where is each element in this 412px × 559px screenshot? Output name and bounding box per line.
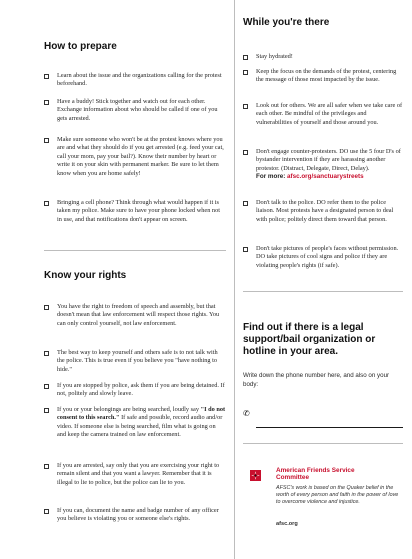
phone-number-line[interactable] <box>256 427 403 428</box>
list-item <box>44 72 226 89</box>
list-item-text: The best way to keep yourself and others safe is to not talk with the police. This is true even if you believe you "have nothing to hide." <box>57 349 218 373</box>
list-item-text: Don't take pictures of people's faces without permission. DO take pictures of cool signs and police if they are violating people's rights (if safe). <box>256 245 399 269</box>
checkbox[interactable] <box>44 305 49 310</box>
checkbox[interactable] <box>44 74 49 79</box>
legal-support-instructions: Write down the phone number here, and also on your body: <box>243 372 390 388</box>
list-item-text: Look out for others. We are all safer when we take care of each other. Be mindful of the privileges and vulnerabilities of yourself and those around you. <box>256 102 403 126</box>
list-item-text: You have the right to freedom of speech and assembly, but that doesn't mean that law enforcement will respect those rights. You can only control yourself, not law enforcement. <box>57 303 220 327</box>
list-item <box>44 98 226 123</box>
section-rule <box>243 291 403 292</box>
list-item-text: If you are arrested, say only that you are exercising your right to remain silent and that you want a lawyer. Remember that it is illegal to lie to police, but the police can lie to you. <box>57 462 220 486</box>
phone-icon: ✆ <box>243 409 250 418</box>
checkbox[interactable] <box>44 408 49 413</box>
quaker-star-icon <box>250 470 261 481</box>
afsc-description: AFSC's work is based on the Quaker belief in the worth of every person and faith in the power of love to overcome violence and injustice. <box>276 485 399 505</box>
list-item <box>243 102 403 127</box>
list-item-text: Learn about the issue and the organizations calling for the protest beforehand. <box>57 72 222 88</box>
list-item <box>44 382 226 399</box>
list-item <box>243 68 403 85</box>
sanctuary-streets-link[interactable]: afsc.org/sanctuarystreets <box>286 173 364 181</box>
list-item-text: Stay hydrated! <box>256 53 293 60</box>
how-to-prepare-heading: How to prepare <box>44 41 117 52</box>
checkbox[interactable] <box>243 247 248 252</box>
checkbox[interactable] <box>243 201 248 206</box>
no-consent-phrase: "I do not consent to this search." <box>57 406 226 422</box>
afsc-url[interactable]: afsc.org <box>276 521 298 527</box>
list-item <box>44 199 226 224</box>
checkbox[interactable] <box>44 384 49 389</box>
section-rule <box>44 250 226 251</box>
list-item <box>243 199 403 224</box>
for-more-label: For more: <box>256 173 286 181</box>
afsc-name: American Friends Service Committee <box>276 467 355 482</box>
checkbox[interactable] <box>44 509 49 514</box>
list-item <box>243 148 403 182</box>
while-youre-there-heading: While you're there <box>243 17 330 28</box>
list-item-text: If you are stopped by police, ask them if you are being detained. If not, politely and slowly leave. <box>57 382 225 398</box>
column-divider <box>234 0 235 559</box>
checkbox[interactable] <box>243 104 248 109</box>
quaker-star-logo <box>250 470 261 481</box>
checkbox[interactable] <box>44 138 49 143</box>
list-item <box>44 406 226 440</box>
list-item <box>44 462 226 487</box>
list-item-text: Don't engage counter-protesters. DO use the 5 four D's of bystander intervention if they are harassing another protestor. (Distract, Delegate, Direct, Delay). For more: afsc.org/sanctuarystreets <box>256 148 401 181</box>
list-item <box>44 349 226 374</box>
checkbox[interactable] <box>44 201 49 206</box>
list-item <box>44 303 226 328</box>
list-item <box>243 53 293 61</box>
list-item <box>44 136 226 178</box>
checkbox[interactable] <box>44 100 49 105</box>
list-item-text: Bringing a cell phone? Think through what would happen if it is taken my police. Make sure to have your phone locked when not in use, and that notifications don't appear on screen. <box>57 199 220 223</box>
list-item-text: Keep the focus on the demands of the protest, centering the message of those most impacted by the issue. <box>256 68 397 84</box>
list-item-text: Make sure someone who won't be at the protest knows where you are and what they should do if you get arrested (e.g. feed your cat, call your mom, pay your bail?). Know their number by heart or write it on your skin with permanent marker. Be sure to let them know when you are home safely! <box>57 136 224 177</box>
checkbox[interactable] <box>243 150 248 155</box>
legal-support-title: Find out if there is a legal support/bail organization or hotline in your area. <box>243 322 376 357</box>
know-your-rights-heading: Know your rights <box>44 270 127 281</box>
list-item-text: Don't talk to the police. DO refer them to the police liaison. Most protests have a designated person to deal with police; politely direct them toward that person. <box>256 199 394 223</box>
checkbox[interactable] <box>44 464 49 469</box>
list-item-text: If you or your belongings are being searched, loudly say "I do not consent to this search." If safe and possible, record audio and/or video. If someone else is being searched, film what is going on and keep the camera trained on law enforcement. <box>57 406 226 439</box>
checkbox[interactable] <box>243 70 248 75</box>
list-item <box>243 245 403 270</box>
list-item <box>44 507 226 524</box>
section-rule <box>243 443 403 444</box>
checkbox[interactable] <box>243 55 248 60</box>
list-item-text: Have a buddy! Stick together and watch out for each other. Exchange information about who should be called if one of you gets arrested. <box>57 98 218 122</box>
list-item-text: If you can, document the name and badge number of any officer you believe is violating you or someone else's rights. <box>57 507 219 523</box>
checkbox[interactable] <box>44 351 49 356</box>
